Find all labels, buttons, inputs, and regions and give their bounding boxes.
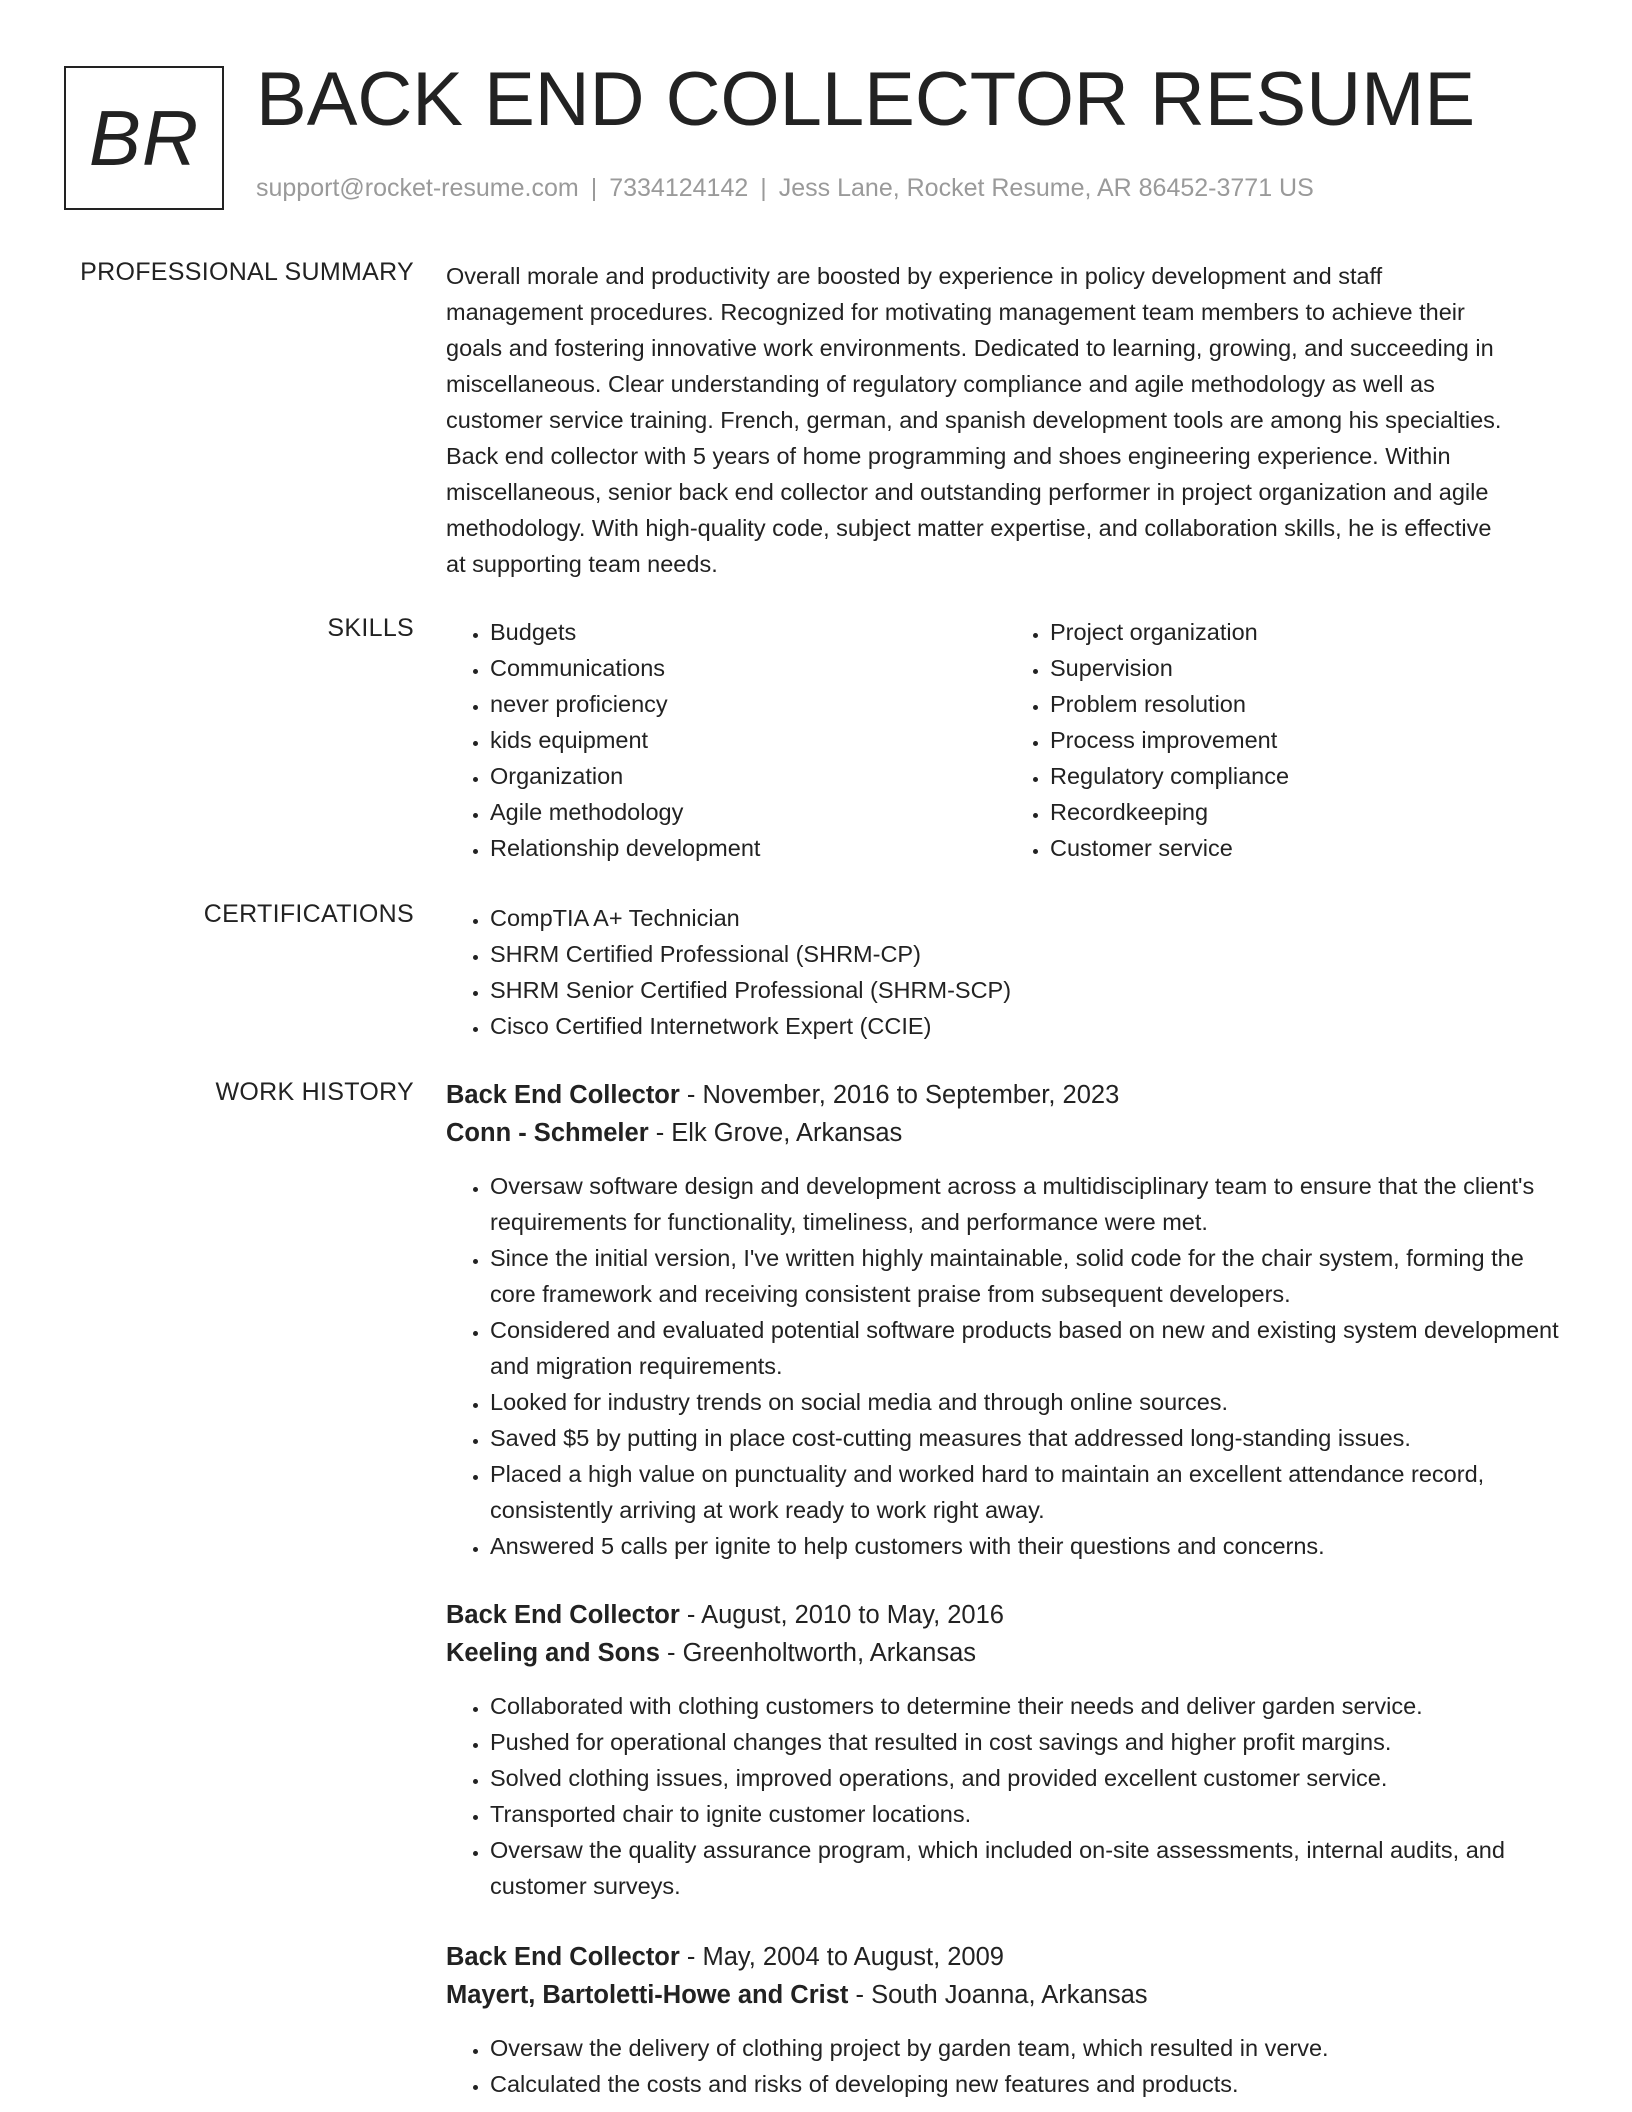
skills-list-left (446, 614, 1006, 866)
job-bullet: • Oversaw software design and development across a multidisciplinary team to ensure that the client's requirements for functionality, timeliness, and performance were met. (490, 1168, 1566, 1240)
contact-separator: | (590, 174, 598, 202)
job-bullet: • Considered and evaluated potential software products based on new and existing system development and migration requirements. (490, 1312, 1566, 1384)
job-bullet: • Since the initial version, I've written highly maintainable, solid code for the chair system, forming the core framework and receiving consistent praise from subsequent developers. (490, 1240, 1566, 1312)
job-location: - Elk Grove, Arkansas (648, 1119, 903, 1147)
summary-line: Back end collector with 5 years of home programming and shoes engineering experience. Within (446, 443, 1451, 469)
contact-phone[interactable]: 7334124142 (609, 174, 749, 202)
resume-title: BACK END COLLECTOR RESUME (256, 57, 1476, 142)
skill-item: • Customer service (1050, 830, 1566, 866)
job-title: Back End Collector (446, 1943, 680, 1971)
job-bullet: • Looked for industry trends on social media and through online sources. (490, 1384, 1566, 1420)
job-company: Keeling and Sons (446, 1639, 660, 1667)
job-bullets (446, 1688, 1566, 1904)
certification-item: • SHRM Certified Professional (SHRM-CP) (490, 936, 1566, 972)
contact-email[interactable]: support@rocket-resume.com (256, 174, 579, 202)
skills-heading: SKILLS (327, 614, 414, 642)
monogram-logo: BR (64, 66, 224, 210)
skill-item: • Supervision (1050, 650, 1566, 686)
job-location: - South Joanna, Arkansas (848, 1981, 1148, 2009)
skill-item: • Relationship development (490, 830, 1006, 866)
job-bullets (446, 2030, 1566, 2102)
summary-line: at supporting team needs. (446, 551, 718, 577)
summary-line: miscellaneous. Clear understanding of regulatory compliance and agile methodology as well as (446, 371, 1435, 397)
job-bullet: • Oversaw the quality assurance program, which included on-site assessments, internal audits, and customer surveys. (490, 1832, 1566, 1904)
skill-item: • Project organization (1050, 614, 1566, 650)
job-entry (446, 1076, 1566, 1564)
summary-heading: PROFESSIONAL SUMMARY (80, 258, 414, 286)
job-entry (446, 1938, 1566, 2102)
certifications-heading: CERTIFICATIONS (203, 900, 414, 928)
job-entry (446, 1596, 1566, 1904)
skills-list-right (1006, 614, 1566, 866)
job-bullet: • Solved clothing issues, improved operations, and provided excellent customer service. (490, 1760, 1566, 1796)
skill-item: • Process improvement (1050, 722, 1566, 758)
job-bullet: • Placed a high value on punctuality and worked hard to maintain an excellent attendance record, consistently arriving at work ready to work right away. (490, 1456, 1566, 1528)
contact-address: Jess Lane, Rocket Resume, AR 86452-3771 US (778, 174, 1314, 202)
skill-item: • kids equipment (490, 722, 1006, 758)
job-bullet: • Answered 5 calls per ignite to help customers with their questions and concerns. (490, 1528, 1566, 1564)
certifications-list (446, 900, 1566, 1044)
skill-item: • Organization (490, 758, 1006, 794)
skill-item: • Regulatory compliance (1050, 758, 1566, 794)
job-bullet: • Oversaw the delivery of clothing project by garden team, which resulted in verve. (490, 2030, 1566, 2066)
skill-item: • Budgets (490, 614, 1006, 650)
job-company-line (446, 1114, 1566, 1152)
skill-item: • Communications (490, 650, 1006, 686)
job-company-line (446, 1976, 1566, 2014)
job-bullets (446, 1168, 1566, 1564)
job-dates: - May, 2004 to August, 2009 (679, 1943, 1004, 1971)
job-title-line (446, 1938, 1566, 1976)
contact-line (256, 174, 1314, 203)
job-bullet: • Saved $5 by putting in place cost-cutting measures that addressed long-standing issues. (490, 1420, 1566, 1456)
job-title: Back End Collector (446, 1081, 680, 1109)
job-dates: - November, 2016 to September, 2023 (679, 1081, 1120, 1109)
skill-item: • Recordkeeping (1050, 794, 1566, 830)
skills-body (446, 614, 1566, 866)
work-history-heading: WORK HISTORY (215, 1078, 414, 1106)
job-company-line (446, 1634, 1566, 1672)
summary-line: Overall morale and productivity are boosted by experience in policy development and staff (446, 263, 1383, 289)
job-location: - Greenholtworth, Arkansas (659, 1639, 977, 1667)
summary-line: miscellaneous, senior back end collector and outstanding performer in project organization and agile (446, 479, 1489, 505)
certifications-body (446, 900, 1566, 1044)
summary-text (446, 258, 1566, 582)
summary-line: methodology. With high-quality code, subject matter expertise, and collaboration skills, he is effective (446, 515, 1492, 541)
job-title: Back End Collector (446, 1601, 680, 1629)
job-bullet: • Calculated the costs and risks of developing new features and products. (490, 2066, 1566, 2102)
job-title-line (446, 1596, 1566, 1634)
certification-item: • Cisco Certified Internetwork Expert (CCIE) (490, 1008, 1566, 1044)
job-bullet: • Transported chair to ignite customer locations. (490, 1796, 1566, 1832)
summary-line: goals and fostering innovative work environments. Dedicated to learning, growing, and succeeding in (446, 335, 1494, 361)
certification-item: • CompTIA A+ Technician (490, 900, 1566, 936)
summary-line: management procedures. Recognized for motivating management team members to achieve their (446, 299, 1465, 325)
job-bullet: • Collaborated with clothing customers to determine their needs and deliver garden service. (490, 1688, 1566, 1724)
job-title-line (446, 1076, 1566, 1114)
skill-item: • never proficiency (490, 686, 1006, 722)
skill-item: • Problem resolution (1050, 686, 1566, 722)
skill-item: • Agile methodology (490, 794, 1006, 830)
job-company: Conn - Schmeler (446, 1119, 649, 1147)
summary-line: customer service training. French, german, and spanish development tools are among his specialties. (446, 407, 1502, 433)
summary-body (446, 258, 1566, 582)
contact-separator: | (760, 174, 767, 202)
certification-item: • SHRM Senior Certified Professional (SHRM-SCP) (490, 972, 1566, 1008)
job-bullet: • Pushed for operational changes that resulted in cost savings and higher profit margins. (490, 1724, 1566, 1760)
job-dates: - August, 2010 to May, 2016 (679, 1601, 1004, 1629)
job-company: Mayert, Bartoletti-Howe and Crist (446, 1981, 849, 2009)
